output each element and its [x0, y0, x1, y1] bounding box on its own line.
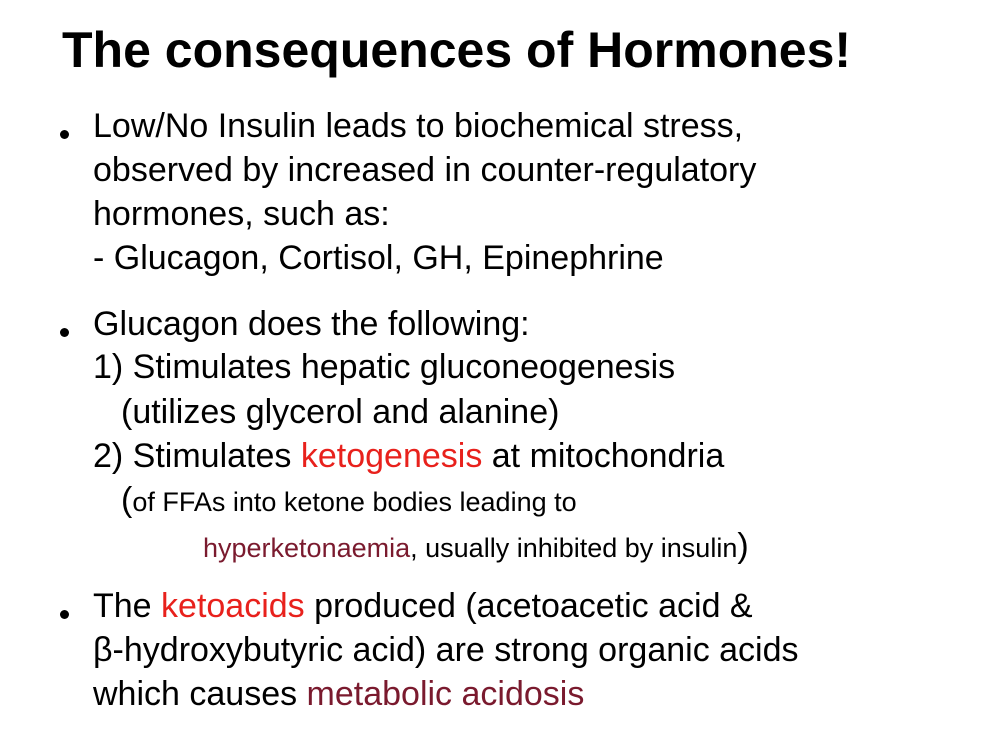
slide-title: The consequences of Hormones!	[62, 22, 852, 78]
bullet-dot-icon	[60, 328, 69, 337]
close-paren: )	[737, 527, 749, 565]
text-run: , usually inhibited by insulin	[410, 533, 738, 563]
text-run: produced (acetoacetic acid &	[304, 587, 753, 625]
text-run: of FFAs into ketone bodies leading to	[132, 487, 577, 517]
bullet-line: (utilizes glycerol and alanine)	[121, 393, 560, 431]
bullet-line	[93, 434, 724, 478]
highlight-metabolic-acidosis: metabolic acidosis	[306, 675, 585, 713]
bullet-line: β-hydroxybutyric acid) are strong organic acids	[93, 631, 799, 669]
bullet-dot-icon	[60, 610, 69, 619]
open-paren: (	[121, 481, 133, 519]
bullet-line: 1) Stimulates hepatic gluconeogenesis	[93, 348, 676, 386]
highlight-ketogenesis: ketogenesis	[300, 437, 483, 475]
bullet-dot-icon	[60, 130, 69, 139]
bullet-line	[93, 584, 753, 628]
bullet-line: hormones, such as:	[93, 195, 390, 233]
bullet-line: Low/No Insulin leads to biochemical stress,	[93, 107, 744, 145]
text-run: at mitochondria	[482, 437, 725, 475]
text-run: 2) Stimulates	[93, 437, 301, 475]
text-run: The	[93, 587, 162, 625]
highlight-ketoacids: ketoacids	[161, 587, 305, 625]
bullet-line: Glucagon does the following:	[93, 305, 530, 343]
bullet-line: - Glucagon, Cortisol, GH, Epinephrine	[93, 239, 664, 277]
bullet-line	[203, 524, 749, 570]
bullet-line: observed by increased in counter-regulatory	[93, 151, 757, 189]
bullet-line	[93, 672, 584, 716]
bullet-line	[121, 478, 577, 524]
highlight-hyperketonaemia: hyperketonaemia	[203, 533, 411, 563]
text-run: which causes	[93, 675, 307, 713]
